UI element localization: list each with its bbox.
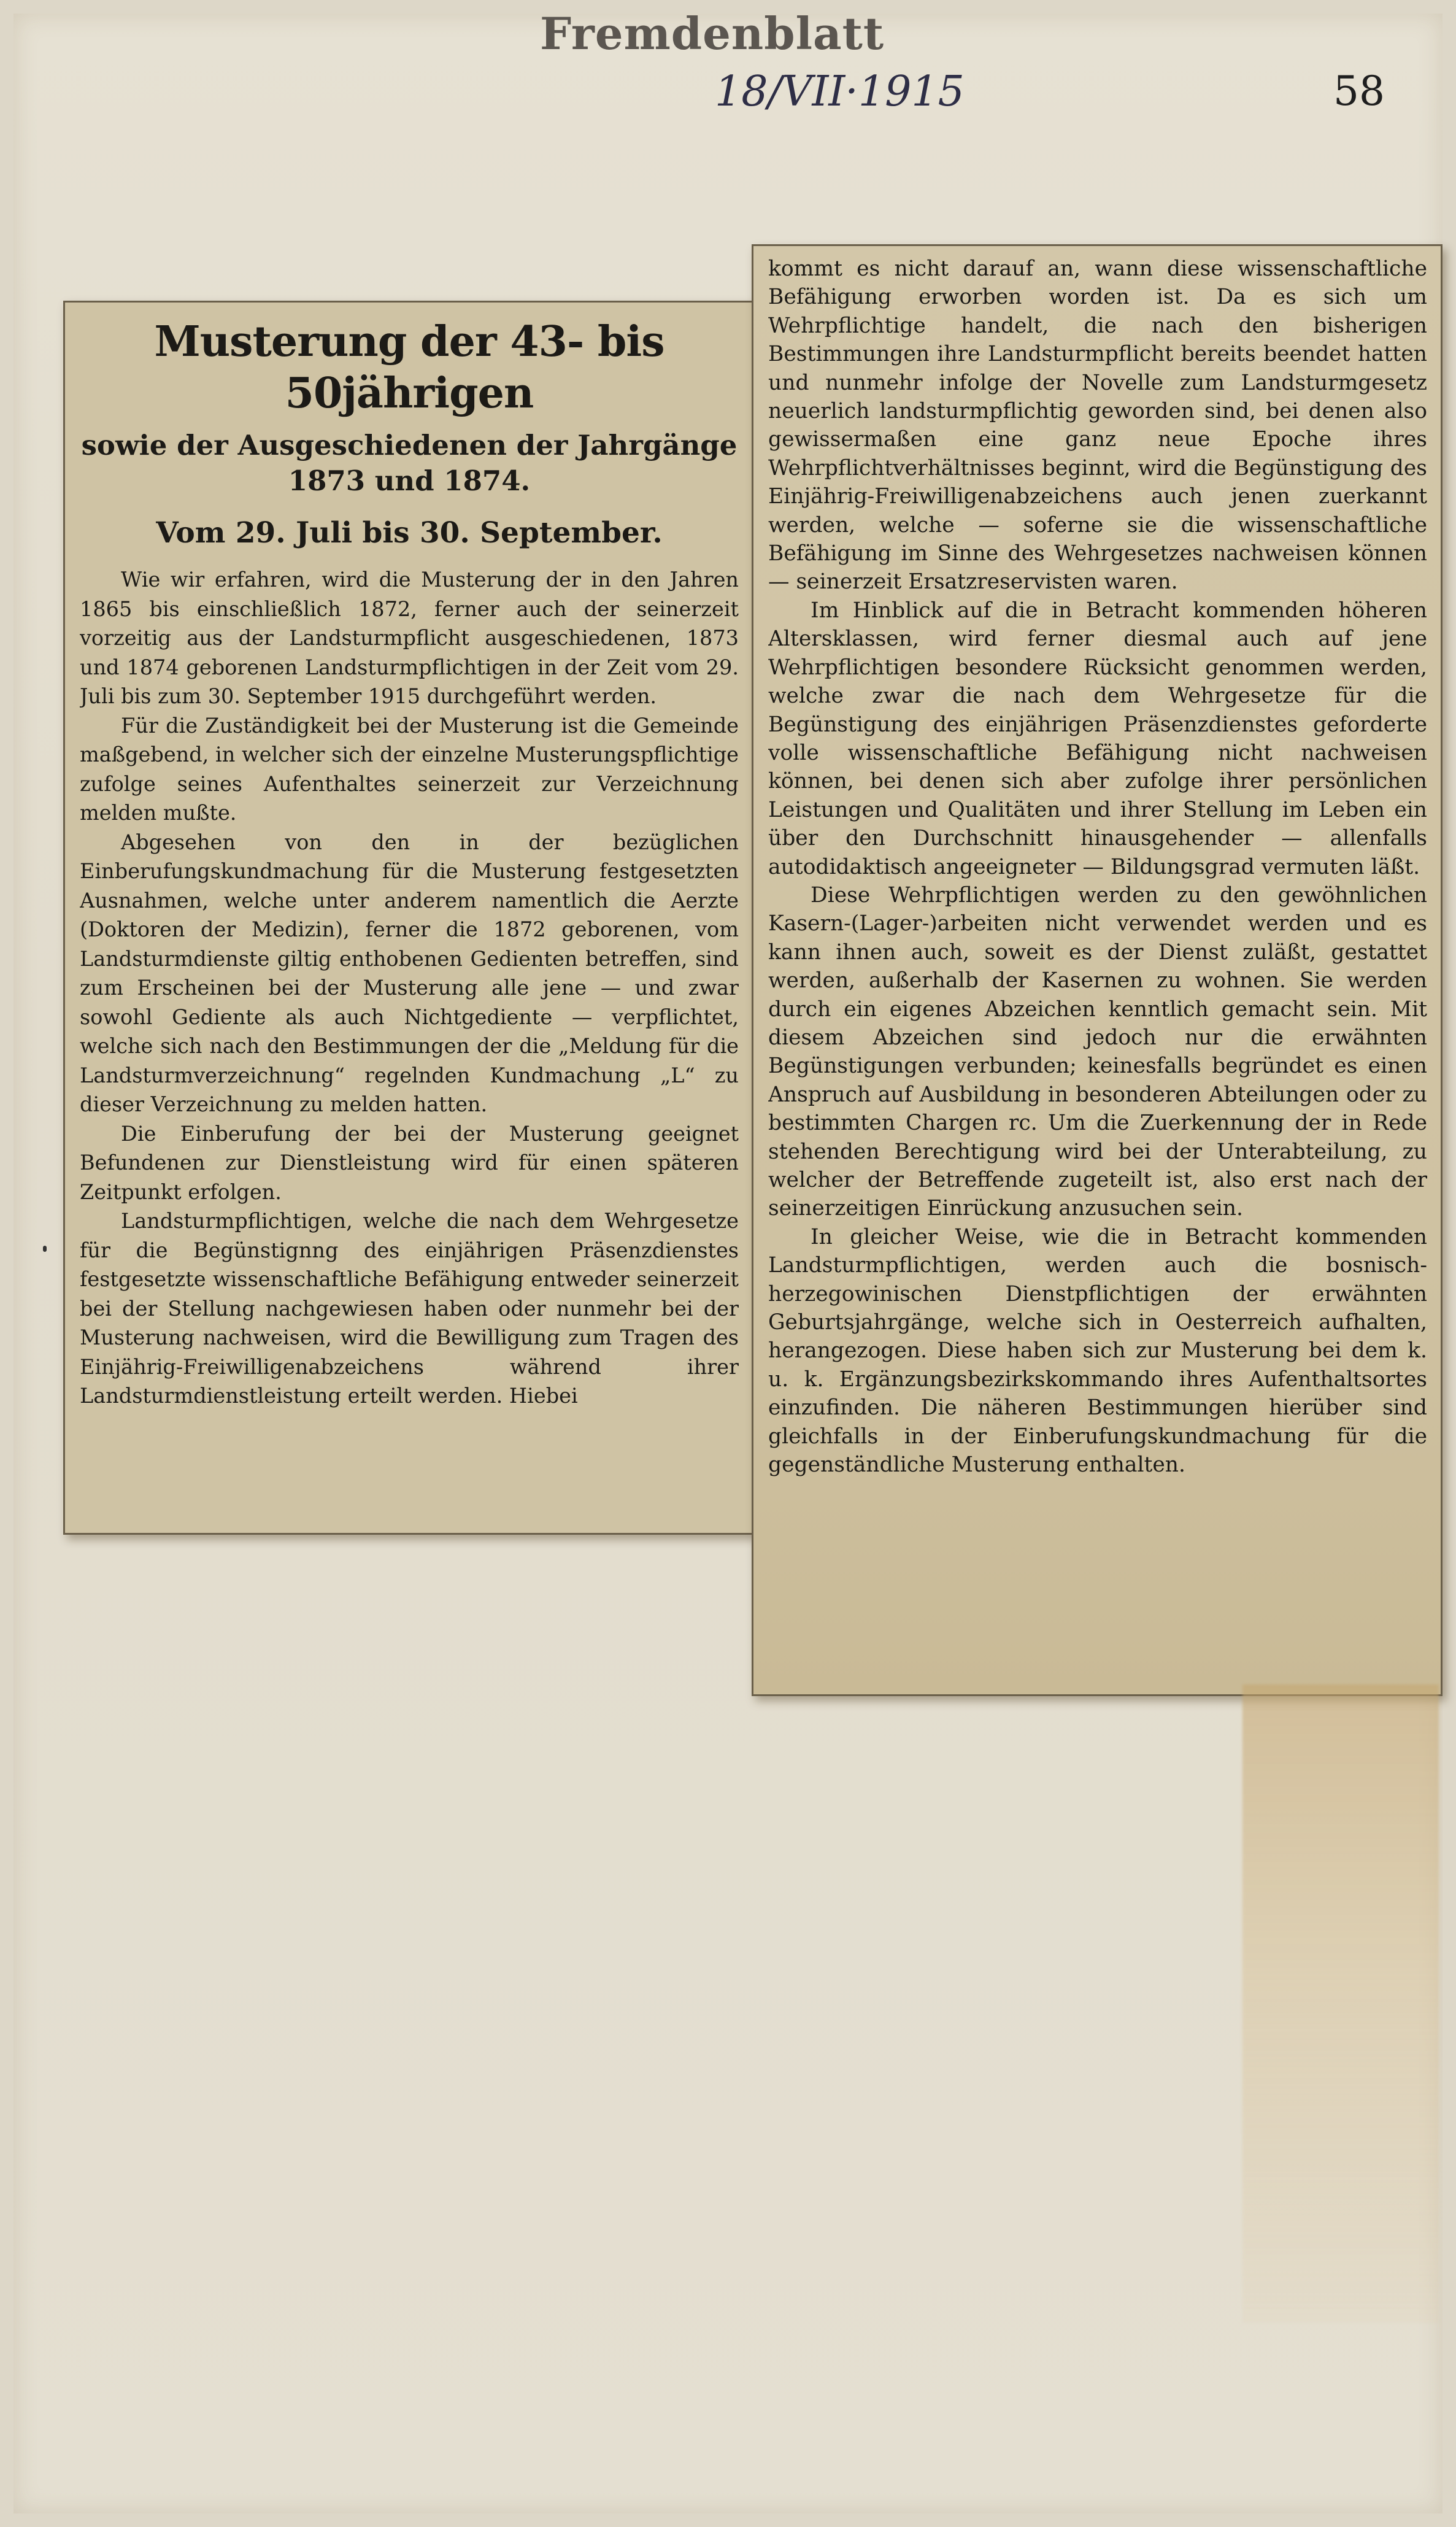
clipping-right-column — [752, 244, 1443, 1696]
right-paragraph: In gleicher Weise, wie die in Betracht kommenden Landsturmpflichtigen, werden auch die bosnisch-herzegowinischen Dienstpflichtigen der erwähnten Geburtsjahrgänge, welche sich in Oesterreich aufhalten, herangezogen. Diese haben sich zur Musterung bei dem k. u. k. Ergänzungsbezirkskommando ihres Aufenthaltsortes einzufinden. Die näheren Bestimmungen hierüber sind gleichfalls in der Einberufungskundmachung für die gegenständliche Musterung enthalten. — [768, 1224, 1427, 1478]
right-paragraph: Diese Wehrpflichtigen werden zu den gewöhnlichen Kasern-(Lager-)arbeiten nicht verwendet werden und es kann ihnen auch, soweit es der Dienst zuläßt, gestattet werden, außerhalb der Kasernen zu wohnen. Sie werden durch ein eigenes Abzeichen kenntlich gemacht sein. Mit diesem Abzeichen sind jedoch nur die erwähnten Begünstigungen verbunden; keinesfalls begründet es einen Anspruch auf Ausbildung in besonderen Abteilungen oder zu bestimmten Chargen rc. Um die Zuerkennung der in Rede stehenden Berechtigung wird bei der Unterabteilung, zu welcher der Betreffende zugeteilt ist, also erst nach der seinerzeitigen Einrückung anzusuchen sein. — [768, 882, 1427, 1221]
page-number: 58 — [1333, 68, 1385, 115]
article-date-line: Vom 29. Juli bis 30. September. — [156, 516, 663, 550]
tape-stain — [1242, 1684, 1439, 2323]
left-paragraph: Wie wir erfahren, wird die Musterung der in den Jahren 1865 bis einschließlich 1872, ferner auch der seinerzeit vorzeitig aus der Landsturmpflicht ausgeschiedenen, 1873 und 1874 geborenen Landsturmpflichtigen in der Zeit vom 29. Juli bis zum 30. September 1915 durchgeführt werden. — [80, 568, 739, 708]
ink-speck — [43, 1246, 47, 1252]
left-paragraph: Für die Zuständigkeit bei der Musterung ist die Gemeinde maßgebend, in welcher sich der einzelne Musterungspflichtige zufolge seines Aufenthaltes seinerzeit zur Verzeichnung melden mußte. — [80, 713, 739, 825]
right-paragraph: Im Hinblick auf die in Betracht kommenden höheren Altersklassen, wird ferner diesmal auch auf jene Wehrpflichtigen besondere Rücksicht genommen werden, welche zwar die nach dem Wehrgesetze für die Begünstigung des einjährigen Präsenzdienstes geforderte volle wissenschaftliche Befähigung nicht nachweisen können, bei denen sich aber zufolge ihrer persönlichen Leistungen und Qualitäten und ihrer Stellung im Leben ein über den Durchschnitt hinausgehender — allenfalls autodidaktisch angeeigneter — Bildungsgrad vermuten läßt. — [768, 598, 1427, 879]
left-paragraph: Die Einberufung der bei der Musterung geeignet Befundenen zur Dienstleistung wird für einen späteren Zeitpunkt erfolgen. — [80, 1121, 739, 1204]
article-headline: Musterung der 43- bis 50jährigen — [154, 317, 664, 418]
left-paragraph: Abgesehen von den in der bezüglichen Einberufungskundmachung für die Musterung festgesetzten Ausnahmen, welche unter anderem namentlich die Aerzte (Doktoren der Medizin), ferner die 1872 geborenen, vom Landsturmdienste giltig enthobenen Gedienten betreffen, sind zum Erscheinen bei der Musterung alle jene — und zwar sowohl Gediente als auch Nichtgediente — verpflichtet, welche sich nach den Bestimmungen der die „Meldung für die Landsturmverzeichnung“ regelnden Kundmachung „L“ zu dieser Verzeichnung zu melden hatten. — [80, 830, 739, 1116]
publication-stamp: Fremdenblatt — [540, 7, 885, 60]
right-paragraph: kommt es nicht darauf an, wann diese wissenschaftliche Befähigung erworben worden ist. Da es sich um Wehrpflichtige handelt, die nach den bisherigen Bestimmungen ihre Landsturmpflicht bereits beendet hatten und nunmehr infolge der Novelle zum Landsturmgesetz neuerlich landsturmpflichtig geworden sind, bei denen also gewissermaßen eine ganz neue Epoche ihres Wehrpflichtverhältnisses beginnt, wird die Begünstigung des Einjährig-Freiwilligenabzeichens auch jenen zuerkannt werden, welche — soferne sie die wissenschaftliche Befähigung im Sinne des Wehrgesetzes nachweisen können — seinerzeit Ersatzreservisten waren. — [768, 257, 1427, 595]
clipping-left-column — [63, 301, 754, 1535]
handwritten-date: 18/VII·1915 — [715, 68, 965, 116]
article-subheadline: sowie der Ausgeschiedenen der Jahrgänge 1873 und 1874. — [81, 429, 738, 497]
left-paragraph: Landsturmpflichtigen, welche die nach dem Wehrgesetze für die Begünstignng des einjährigen Präsenzdienstes festgesetzte wissenschaftliche Befähigung entweder seinerzeit bei der Stellung nachgewiesen haben oder nunmehr bei der Musterung nachweisen, wird die Bewilligung zum Tragen des Einjährig-Freiwilligenabzeichens während ihrer Landsturmdienstleistung erteilt werden. Hiebei — [80, 1209, 739, 1408]
